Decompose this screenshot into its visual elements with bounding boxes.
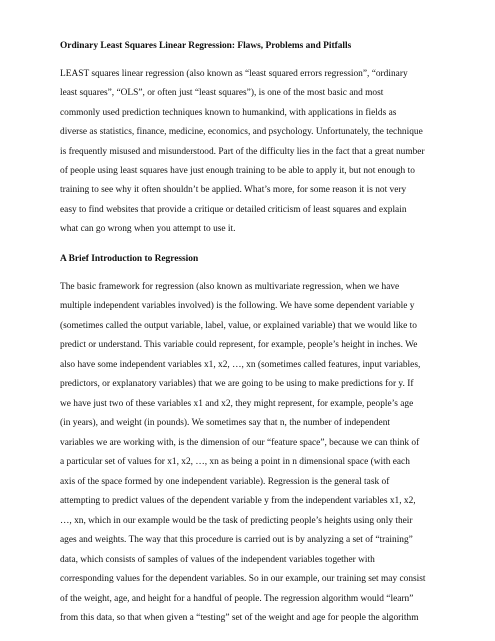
paragraph-line: multiple independent variables involved) is the following. We have some dependent variable y xyxy=(60,301,415,312)
paragraph-line: data, which consists of samples of values of the independent variables together with xyxy=(60,554,375,565)
paragraph-line: variables we are working with, is the dimension of our “feature space”, because we can think of xyxy=(60,437,420,448)
paragraph-line: ages and weights. The way that this procedure is carried out is by analyzing a set of “training” xyxy=(60,535,413,546)
section-heading: A Brief Introduction to Regression xyxy=(60,253,199,264)
paragraph-line: predictors, or explanatory variables) that we are going to be using to make predictions for y. If xyxy=(60,379,414,390)
paragraph-line: of people using least squares have just enough training to be able to apply it, but not enough to xyxy=(60,165,415,176)
regression-paragraph xyxy=(60,278,440,629)
paragraph-line: (in years), and weight (in pounds). We sometimes say that n, the number of independent xyxy=(60,418,390,429)
paragraph-line: from this data, so that when given a “testing” set of the weight and age for people the algorithm xyxy=(60,613,419,624)
paragraph-line: The basic framework for regression (also known as multivariate regression, when we have xyxy=(60,281,400,292)
paragraph-line: commonly used prediction techniques known to humankind, with applications in fields as xyxy=(60,107,397,118)
paragraph-line: axis of the space formed by one independent variable). Regression is the general task of xyxy=(60,476,390,487)
paragraph-line: LEAST squares linear regression (also known as “least squared errors regression”, “ordinary xyxy=(60,69,408,79)
paragraph-line: easy to find websites that provide a critique or detailed criticism of least squares and explain xyxy=(60,204,407,215)
paragraph-line: least squares”, “OLS”, or often just “least squares”), is one of the most basic and most xyxy=(60,88,384,99)
paragraph-line: attempting to predict values of the dependent variable y from the independent variables x1, x2, xyxy=(60,496,416,507)
paragraph-line: also have some independent variables x1, x2, …, xn (sometimes called features, input variables, xyxy=(60,359,421,370)
document-title: Ordinary Least Squares Linear Regression: Flaws, Problems and Pitfalls xyxy=(60,41,352,51)
paragraph-line: what can go wrong when you attempt to use it. xyxy=(60,224,236,235)
document-body xyxy=(60,39,440,641)
paragraph-line: (sometimes called the output variable, label, value, or explained variable) that we would like to xyxy=(60,320,417,331)
paragraph-line: training to see why it often shouldn’t be applied. What’s more, for some reason it is not very xyxy=(60,185,407,196)
intro-paragraph xyxy=(60,65,440,240)
paragraph-line: a particular set of values for x1, x2, …, xn as being a point in n dimensional space (with each xyxy=(60,457,410,468)
paragraph-line: we have just two of these variables x1 and x2, they might represent, for example, people’s age xyxy=(60,398,414,409)
paragraph-line: corresponding values for the dependent variables. So in our example, our training set may consist xyxy=(60,574,426,585)
paragraph-line: is frequently misused and misunderstood. Part of the difficulty lies in the fact that a great number xyxy=(60,146,425,157)
paragraph-line: predict or understand. This variable could represent, for example, people’s height in inches. We xyxy=(60,340,418,351)
paragraph-line: …, xn, which in our example would be the task of predicting people’s heights using only their xyxy=(60,515,413,526)
paragraph-line: of the weight, age, and height for a handful of people. The regression algorithm would “learn” xyxy=(60,593,414,604)
paragraph-line: diverse as statistics, finance, medicine, economics, and psychology. Unfortunately, the technique xyxy=(60,127,423,138)
